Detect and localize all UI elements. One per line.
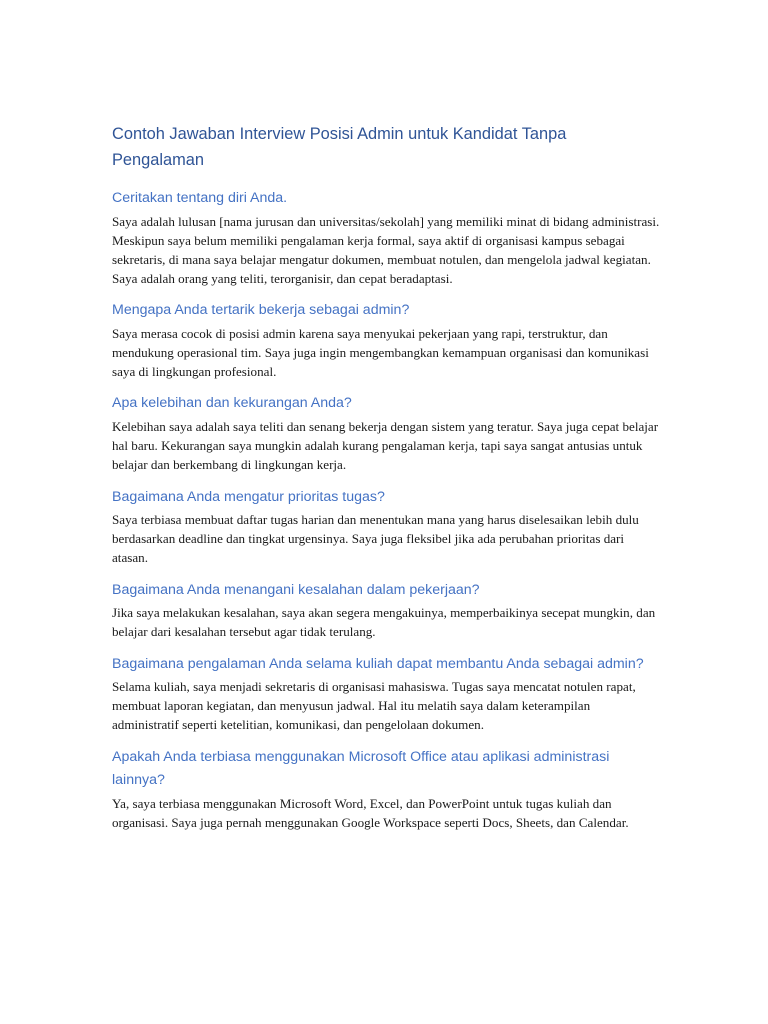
question-heading: Bagaimana Anda mengatur prioritas tugas? [112,488,385,505]
qa-section-4 [112,486,660,568]
question-heading: Bagaimana Anda menangani kesalahan dalam pekerjaan? [112,581,480,598]
question-heading: Ceritakan tentang diri Anda. [112,190,288,206]
qa-section-6 [112,653,660,735]
question-heading: Bagaimana pengalaman Anda selama kuliah dapat membantu Anda sebagai admin? [112,655,644,672]
answer-paragraph: Saya adalah lulusan [nama jurusan dan universitas/sekolah] yang memiliki minat di bidang administrasi. Meskipun saya belum memiliki pengalaman kerja formal, saya aktif di organisasi kampus sebagai sekretaris, di mana saya belajar mengatur dokumen, membuat notulen, dan mengelola jadwal kegiatan. Saya adalah orang yang teliti, terorganisir, dan cepat beradaptasi. [112,213,660,287]
answer-paragraph: Ya, saya terbiasa menggunakan Microsoft Word, Excel, dan PowerPoint untuk tugas kuliah dan organisasi. Saya juga pernah menggunakan Google Workspace seperti Docs, Sheets, dan Calendar. [112,795,629,830]
answer-paragraph: Jika saya melakukan kesalahan, saya akan segera mengakuinya, memperbaikinya secepat mungkin, dan belajar dari kesalahan tersebut agar tidak terulang. [112,605,656,640]
qa-section-7 [112,746,660,832]
answer-paragraph: Saya terbiasa membuat daftar tugas harian dan menentukan mana yang harus diselesaikan lebih dulu berdasarkan deadline dan tingkat urgensinya. Saya juga fleksibel jika ada perubahan prioritas dari atasan. [112,512,639,566]
qa-section-3 [112,392,660,474]
answer-paragraph: Saya merasa cocok di posisi admin karena saya menyukai pekerjaan yang rapi, terstruktur, dan mendukung operasional tim. Saya juga ingin mengembangkan kemampuan organisasi dan komunikasi saya di lingkungan profesional. [112,325,649,380]
qa-section-2 [112,299,660,381]
question-heading: Apa kelebihan dan kekurangan Anda? [112,395,352,412]
document-title: Contoh Jawaban Interview Posisi Admin untuk Kandidat Tanpa Pengalaman [112,125,567,169]
question-heading: Apakah Anda terbiasa menggunakan Microsoft Office atau aplikasi administrasi lainnya? [112,748,610,789]
qa-section-5 [112,579,660,642]
qa-section-1 [112,187,660,288]
answer-paragraph: Kelebihan saya adalah saya teliti dan senang bekerja dengan sistem yang teratur. Saya juga cepat belajar hal baru. Kekurangan saya mungkin adalah kurang pengalaman kerja, tapi saya sangat antusias untuk belajar dan berkembang di lingkungan kerja. [112,418,659,473]
answer-paragraph: Selama kuliah, saya menjadi sekretaris di organisasi mahasiswa. Tugas saya mencatat notulen rapat, membuat laporan kegiatan, dan menyusun jadwal. Hal itu melatih saya dalam keterampilan administratif seperti ketelitian, komunikasi, dan pengelolaan dokumen. [112,679,636,733]
document-page [112,122,660,843]
question-heading: Mengapa Anda tertarik bekerja sebagai admin? [112,302,410,319]
